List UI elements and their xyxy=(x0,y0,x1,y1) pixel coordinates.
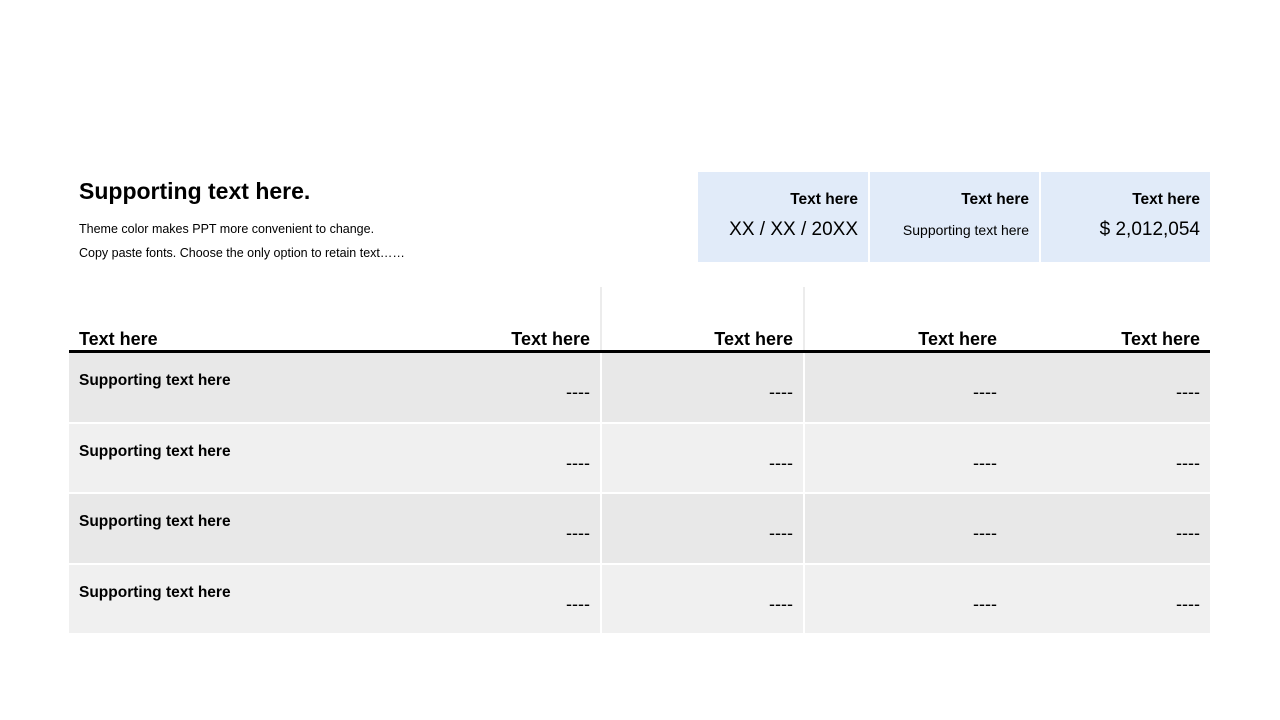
table-cell xyxy=(805,424,1007,493)
info-card-amount xyxy=(1039,172,1210,262)
cell-value: ---- xyxy=(973,593,997,614)
table-row xyxy=(69,422,1210,493)
cell-value: ---- xyxy=(769,452,793,473)
column-header: Text here xyxy=(1121,329,1200,349)
info-cards xyxy=(698,172,1210,262)
table-cell xyxy=(1007,353,1210,422)
header-section xyxy=(79,176,639,265)
table-cell xyxy=(805,494,1007,563)
table-row xyxy=(69,353,1210,422)
info-card-label: Text here xyxy=(790,191,858,208)
table-cell xyxy=(805,353,1007,422)
cell-value: ---- xyxy=(566,382,590,402)
table-cell xyxy=(805,565,1007,634)
cell-value: ---- xyxy=(973,382,997,402)
header-description-line-2: Copy paste fonts. Choose the only option to retain text…… xyxy=(79,246,405,260)
cell-value: ---- xyxy=(769,382,793,402)
info-card-value: Supporting text here xyxy=(902,222,1029,238)
data-table xyxy=(69,287,1210,633)
cell-value: ---- xyxy=(1176,452,1200,473)
table-cell xyxy=(602,565,805,634)
column-header: Text here xyxy=(602,287,805,350)
cell-value: ---- xyxy=(566,523,590,543)
info-card-value: XX / XX / 20XX xyxy=(729,219,858,240)
cell-value: ---- xyxy=(1176,382,1200,402)
table-cell xyxy=(69,353,602,422)
table-cell xyxy=(602,494,805,563)
cell-value: ---- xyxy=(973,452,997,473)
table-header-row xyxy=(69,287,1210,353)
info-card-label: Text here xyxy=(961,191,1029,208)
cell-value: ---- xyxy=(769,593,793,614)
cell-value: ---- xyxy=(1176,593,1200,614)
row-label: Supporting text here xyxy=(79,513,231,530)
table-cell xyxy=(69,565,602,634)
row-label: Supporting text here xyxy=(79,583,231,601)
column-header: Text here xyxy=(79,329,158,349)
table-cell xyxy=(69,494,602,563)
table-cell xyxy=(69,424,602,493)
row-label: Supporting text here xyxy=(79,442,231,460)
table-cell xyxy=(1007,494,1210,563)
header-description-line-1: Theme color makes PPT more convenient to change. xyxy=(79,222,375,236)
cell-value: ---- xyxy=(769,523,793,543)
column-header: Text here xyxy=(918,329,997,349)
info-card-label: Text here xyxy=(1132,191,1200,208)
table-row xyxy=(69,492,1210,563)
cell-value: ---- xyxy=(566,593,590,614)
table-cell xyxy=(1007,424,1210,493)
row-label: Supporting text here xyxy=(79,372,231,389)
cell-value: ---- xyxy=(1176,523,1200,543)
table-cell xyxy=(602,353,805,422)
page-title: Supporting text here. xyxy=(79,178,311,204)
cell-value: ---- xyxy=(973,523,997,543)
info-card-value: $ 2,012,054 xyxy=(1099,219,1200,240)
info-card-supporting xyxy=(868,172,1039,262)
table-cell xyxy=(1007,565,1210,634)
table-row xyxy=(69,563,1210,634)
cell-value: ---- xyxy=(566,452,590,473)
column-header: Text here xyxy=(335,287,602,350)
info-card-date xyxy=(698,172,868,262)
table-cell xyxy=(602,424,805,493)
